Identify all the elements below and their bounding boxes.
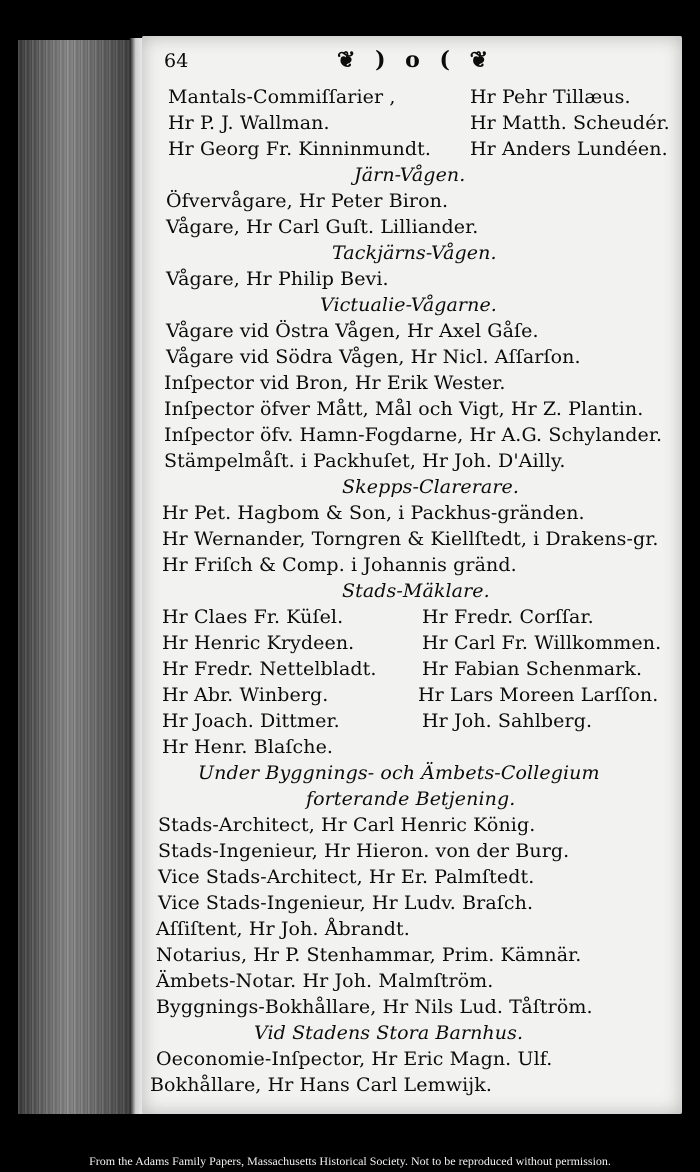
entry-line: Hr Fredr. Corſſar. [422,606,594,628]
entry-line: Inſpector öfv. Hamn-Fogdarne, Hr A.G. Schylander. [164,424,663,446]
entry-line: Mantals-Commiſſarier , [168,86,396,108]
entry-line: Hr Henric Krydeen. [162,632,355,654]
entry-line: Oeconomie-Inſpector, Hr Eric Magn. Ulf. [156,1048,553,1070]
entry-line: Hr Lars Moreen Larſſon. [418,684,659,706]
entry-line: Stads-Ingenieur, Hr Hieron. von der Burg. [158,840,570,862]
entry-line: Vice Stads-Architect, Hr Er. Palmſtedt. [158,866,535,888]
entry-line: Hr Pehr Tillæus. [470,86,631,108]
entry-line: Hr Fredr. Nettelbladt. [162,658,377,680]
entry-line: Hr Joh. Sahlberg. [422,710,593,732]
entry-line: Hr Friſch & Comp. i Johannis gränd. [162,554,517,576]
entry-line: Hr Anders Lundéen. [470,138,668,160]
entry-line: Notarius, Hr P. Stenhammar, Prim. Kämnär. [156,944,582,966]
page-ornament: ❦ ) o ( ❦ [337,47,494,73]
entry-line: Hr Claes Fr. Küſel. [162,606,344,628]
section-heading: Under Byggnings- och Ämbets-Collegium [198,762,600,784]
footer-caption: From the Adams Family Papers, Massachusetts Historical Society. Not to be reproduced without permission. [89,1154,611,1168]
section-heading: Skepps-Clarerare. [342,476,520,498]
entry-line: Byggnings-Bokhållare, Hr Nils Lud. Tåſtröm. [156,996,593,1018]
entry-line: Hr Abr. Winberg. [162,684,329,706]
section-heading: Victualie-Vågarne. [320,294,497,316]
entry-line: Vågare vid Södra Vågen, Hr Nicl. Aſſarſon. [166,346,581,368]
entry-line: Hr Matth. Scheudér. [470,112,670,134]
book-page [142,36,682,1114]
entry-line: Inſpector vid Bron, Hr Erik Wester. [164,372,506,394]
entry-line: Hr Henr. Blaſche. [162,736,334,758]
book-spine [18,40,132,1114]
entry-line: Stämpelmåſt. i Packhuſet, Hr Joh. D'Ailly. [164,450,566,472]
section-heading: Vid Stadens Stora Barnhus. [254,1022,524,1044]
section-heading: Tackjärns-Vågen. [332,242,497,264]
entry-line: Bokhållare, Hr Hans Carl Lemwijk. [150,1074,493,1096]
entry-line: Hr Pet. Hagbom & Son, i Packhus-gränden. [162,502,585,524]
entry-line: Inſpector öfver Mått, Mål och Vigt, Hr Z. Plantin. [164,398,644,420]
entry-line: Hr Fabian Schenmark. [422,658,643,680]
entry-line: Öfvervågare, Hr Peter Biron. [166,190,449,212]
entry-line: Vice Stads-Ingenieur, Hr Ludv. Braſch. [158,892,534,914]
entry-line: Aſſiſtent, Hr Joh. Åbrandt. [156,918,410,940]
section-heading: Stads-Mäklare. [342,580,490,602]
entry-line: Hr Georg Fr. Kinninmundt. [168,138,431,160]
section-heading: forterande Betjening. [306,788,516,810]
book [18,36,686,1116]
entry-line: Hr Wernander, Torngren & Kiellſtedt, i Drakens-gr. [162,528,659,550]
entry-line: Vågare, Hr Philip Bevi. [166,268,389,290]
entry-line: Stads-Architect, Hr Carl Henric König. [158,814,536,836]
entry-line: Vågare vid Östra Vågen, Hr Axel Gåſe. [166,320,539,342]
entry-line: Ämbets-Notar. Hr Joh. Malmſtröm. [156,970,494,992]
entry-line: Vågare, Hr Carl Guſt. Lilliander. [166,216,479,238]
entry-line: Hr P. J. Wallman. [168,112,330,134]
entry-line: Hr Carl Fr. Willkommen. [422,632,662,654]
section-heading: Järn-Vågen. [354,164,466,186]
entry-line: Hr Joach. Dittmer. [162,710,340,732]
page-number: 64 [164,50,189,72]
